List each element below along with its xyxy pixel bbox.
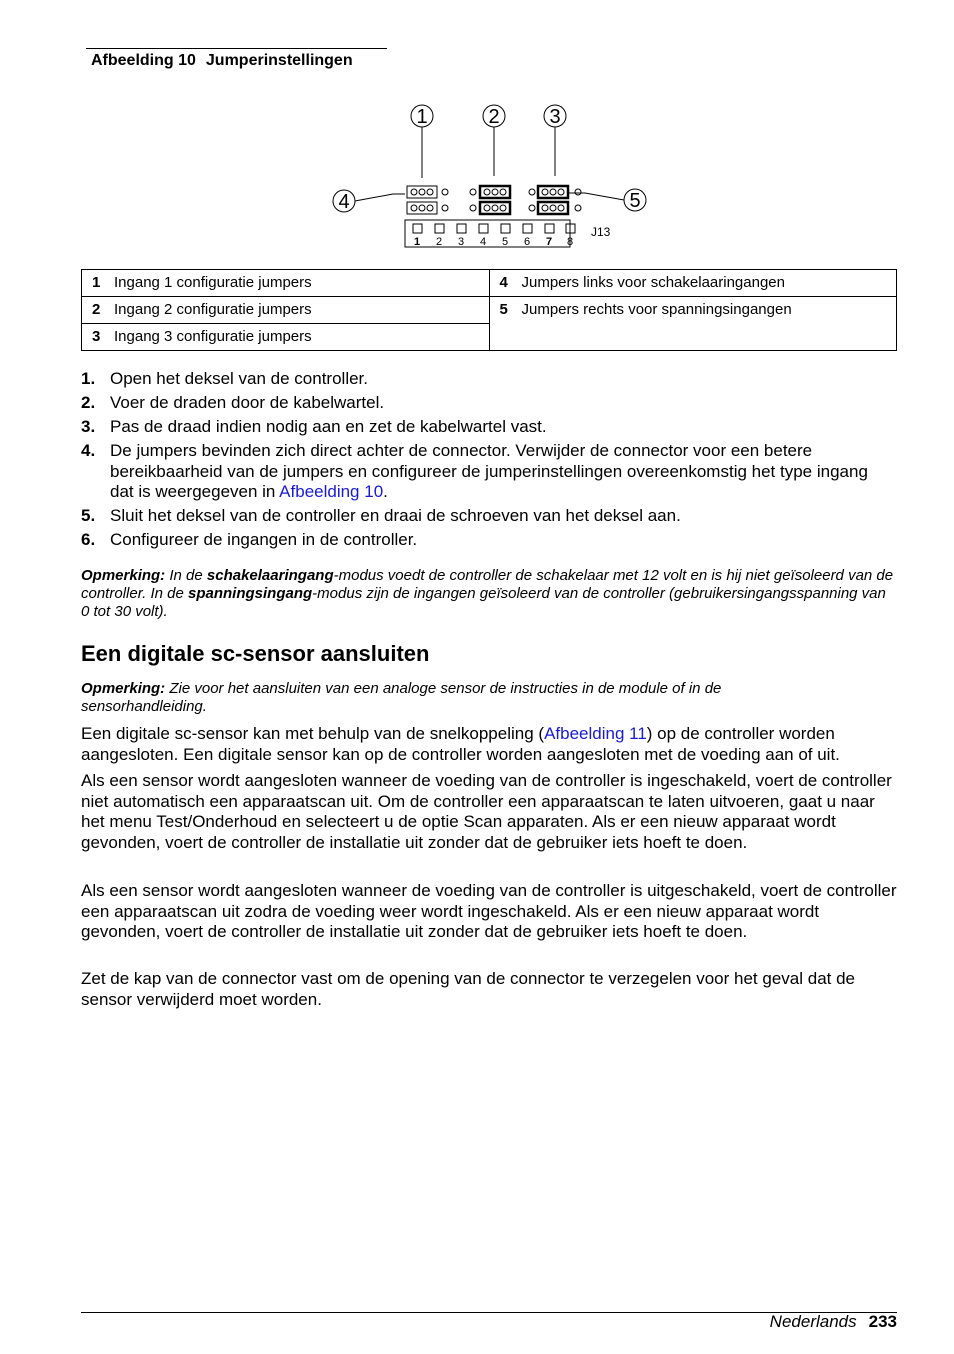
legend-table xyxy=(81,269,897,351)
figure-caption xyxy=(91,52,353,70)
jumper-diagram xyxy=(325,100,655,252)
paragraph: Als een sensor wordt aangesloten wanneer de voeding van de controller is ingeschakeld, voert de controller niet automatisch een apparaatscan uit. Om de controller een apparaatscan te laten uitvoeren, gaat u naar het menu Test/Onderhoud en selecteert u de optie Scan apparaten. Als er een nieuw apparaat wordt gevonden, voert de controller de installatie uit zonder dat de gebruiker iets hoeft te doen. xyxy=(81,771,892,852)
legend-num: 4 xyxy=(499,274,508,291)
step-number: 2. xyxy=(81,393,96,412)
step-number: 6. xyxy=(81,530,96,549)
footer-language: Nederlands xyxy=(769,1312,857,1331)
step-item xyxy=(81,530,881,551)
step-number: 5. xyxy=(81,506,96,525)
legend-num: 1 xyxy=(92,274,101,291)
note-text: -modus zijn de ingangen geïsoleerd van de controller (gebruikersingangsspanning van 0 tot 30 volt). xyxy=(81,585,886,620)
step-text: Open het deksel van de controller. xyxy=(110,369,368,388)
pin-7: 7 xyxy=(545,236,553,248)
legend-num: 3 xyxy=(92,328,101,345)
pin-4: 4 xyxy=(479,236,487,248)
paragraph-text: ) op de controller worden aangesloten. Een digitale sensor kan op de controller worden aangesloten met de voeding aan of uit. xyxy=(81,724,840,764)
note-text: -modus voedt de controller de schakelaar met 12 volt en is hij niet geïsoleerd van de controller. In de xyxy=(81,567,894,602)
step-text: De jumpers bevinden zich direct achter de connector. Verwijder de connector voor een betere bereikbaarheid van de jumpers en configureer de jumperinstellingen overeenkomstig het type ingang dat is weergegeven in xyxy=(110,441,868,501)
step-item xyxy=(81,506,881,527)
legend-row xyxy=(82,270,897,297)
paragraph: Als een sensor wordt aangesloten wanneer de voeding van de controller is uitgeschakeld, voert de controller een apparaatscan uit zodra de voeding weer wordt ingeschakeld. Als er een nieuw apparaat wordt gevonden, voert de controller de installatie uit zonder dat de gebruiker iets hoeft te doen. xyxy=(81,881,897,941)
legend-cell xyxy=(489,270,897,297)
step-text-end: . xyxy=(383,482,388,501)
figure-11-link[interactable]: Afbeelding 11 xyxy=(544,724,647,743)
pin-3: 3 xyxy=(457,236,465,248)
step-item xyxy=(81,417,881,438)
step-text: Pas de draad indien nodig aan en zet de kabelwartel vast. xyxy=(110,417,547,436)
legend-num: 5 xyxy=(499,301,508,318)
steps-list xyxy=(81,369,881,554)
step-number: 1. xyxy=(81,369,96,388)
step-number: 3. xyxy=(81,417,96,436)
pin-1: 1 xyxy=(413,236,421,248)
note-analog-sensor xyxy=(81,680,781,716)
legend-cell xyxy=(82,270,490,297)
legend-cell xyxy=(82,324,490,351)
pin-8: 8 xyxy=(566,236,574,248)
note-bold-term: spanningsingang xyxy=(188,585,313,602)
footer xyxy=(770,1312,897,1332)
note-text: In de xyxy=(165,567,207,584)
callout-1: 1 xyxy=(416,106,428,128)
callout-3: 3 xyxy=(549,106,561,128)
connector-label: J13 xyxy=(591,225,611,239)
step-item xyxy=(81,441,881,503)
note-text: Zie voor het aansluiten van een analoge sensor de instructies in de module of in de sensorhandleiding. xyxy=(81,680,722,715)
callout-5: 5 xyxy=(629,190,641,212)
legend-cell xyxy=(489,297,897,351)
legend-num: 2 xyxy=(92,301,101,318)
step-text: Voer de draden door de kabelwartel. xyxy=(110,393,385,412)
legend-text: Jumpers rechts voor spanningsingangen xyxy=(521,301,792,318)
page-number: 233 xyxy=(868,1312,897,1331)
legend-cell xyxy=(82,297,490,324)
figure-10-link[interactable]: Afbeelding 10 xyxy=(279,482,384,501)
legend-text: Jumpers links voor schakelaaringangen xyxy=(521,274,785,291)
pin-2: 2 xyxy=(435,236,443,248)
step-number: 4. xyxy=(81,441,96,460)
step-text: Configureer de ingangen in de controller. xyxy=(110,530,418,549)
note-label: Opmerking: xyxy=(81,567,166,584)
section-title: Een digitale sc-sensor aansluiten xyxy=(81,641,430,666)
note-bold-term: schakelaaringang xyxy=(206,567,334,584)
note-switch-input xyxy=(81,567,896,621)
paragraph: Zet de kap van de connector vast om de opening van de connector te verzegelen voor het geval dat de sensor verwijderd moet worden. xyxy=(81,969,856,1009)
figure-title: Jumperinstellingen xyxy=(205,52,353,69)
legend-text: Ingang 1 configuratie jumpers xyxy=(114,274,312,291)
step-text: Sluit het deksel van de controller en draai de schroeven van het deksel aan. xyxy=(110,506,681,525)
step-item xyxy=(81,393,881,414)
paragraph-text: Een digitale sc-sensor kan met behulp van de snelkoppeling ( xyxy=(81,724,545,743)
callout-2: 2 xyxy=(488,106,500,128)
figure-rule xyxy=(86,48,387,49)
callout-4: 4 xyxy=(338,191,350,213)
pin-5: 5 xyxy=(501,236,509,248)
note-label: Opmerking: xyxy=(81,680,166,697)
figure-label: Afbeelding 10 xyxy=(91,52,196,69)
legend-text: Ingang 2 configuratie jumpers xyxy=(114,301,312,318)
legend-text: Ingang 3 configuratie jumpers xyxy=(114,328,312,345)
legend-row xyxy=(82,297,897,324)
step-item xyxy=(81,369,881,390)
pin-6: 6 xyxy=(523,236,531,248)
paragraph xyxy=(81,724,897,765)
